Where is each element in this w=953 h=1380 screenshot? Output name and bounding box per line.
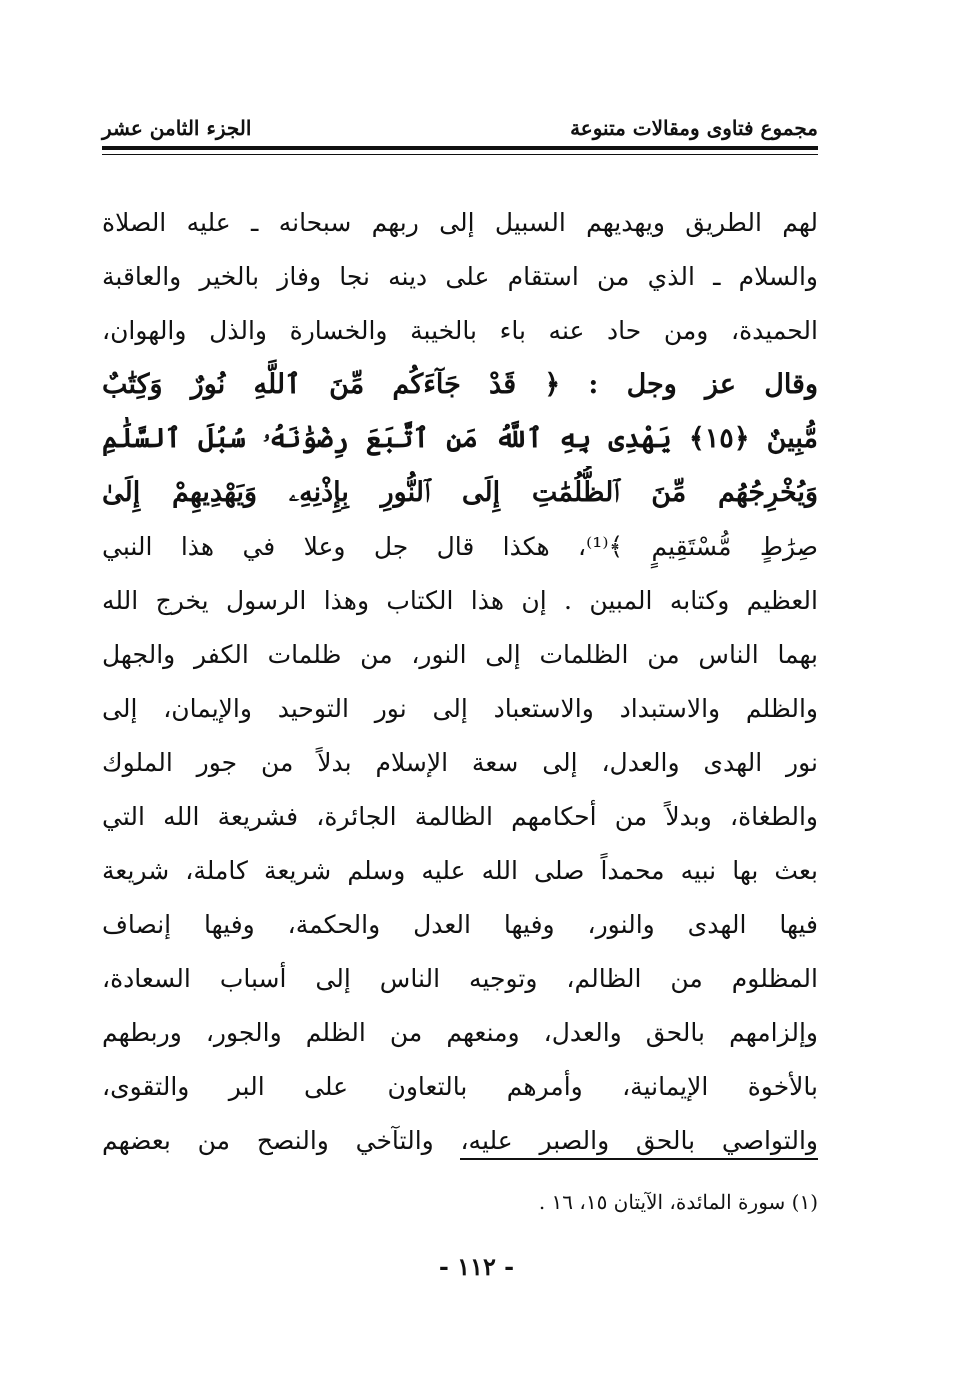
- text-line: بالأخوة الإيمانية، وأمرهم بالتعاون على البر والتقوى،: [102, 1072, 818, 1101]
- text-line: بعث بها نبيه محمداً صلى الله عليه وسلم شريعة كاملة، شريعة: [102, 856, 818, 885]
- text-line: العظيم وكتابه المبين . إن هذا الكتاب وهذا الرسول يخرج الله: [102, 586, 818, 615]
- text-line: فيها الهدى والنور، وفيها العدل والحكمة، وفيها إنصاف: [102, 910, 818, 939]
- text-line-verse: مُّبِينٌ ﴿١٥﴾ يَهْدِى بِهِ ٱللَّهُ مَنِ ٱتَّبَعَ رِضْوَٰنَهُۥ سُبُلَ ٱلسَّلَٰمِ: [102, 423, 818, 454]
- text-line: نور الهدى والعدل، إلى سعة الإسلام بدلاً من جور الملوك: [102, 748, 818, 777]
- text-line-verse: وقال عز وجل : ﴿ قَدْ جَآءَكُم مِّنَ ٱللَّهِ نُورٌ وَكِتَٰبٌ: [102, 369, 818, 400]
- text-line-verse: وَيُخْرِجُهُم مِّنَ ٱلظُّلُمَٰتِ إِلَى ٱلنُّورِ بِإِذْنِهِۦ وَيَهْدِيهِمْ إِلَىٰ: [102, 477, 818, 508]
- text-line: والسلام ـ الذي من استقام على دينه نجا وفاز بالخير والعاقبة: [102, 262, 818, 291]
- text-line: صِرَٰطٍ مُّسْتَقِيمٍ ﴾⁽¹⁾، هكذا قال جل وعلا في هذا النبي: [102, 532, 818, 561]
- footnote: (١) سورة المائدة، الآيتان ١٥، ١٦ .: [538, 1190, 818, 1214]
- header-rule-thick: [102, 146, 818, 150]
- footnote-separator: [460, 1158, 818, 1160]
- text-line: والتواصي بالحق والصبر عليه، والتآخي والنصح من بعضهم: [102, 1126, 818, 1155]
- text-line: والظلم والاستبداد والاستعباد إلى نور التوحيد والإيمان، إلى: [102, 694, 818, 723]
- main-text: [102, 196, 818, 1168]
- text-line: الحميدة، ومن حاد عنه باء بالخيبة والخسارة والذل والهوان،: [102, 316, 818, 345]
- text-line: والطغاة، وبدلاً من أحكامهم الظالمة الجائرة، فشريعة الله التي: [102, 802, 818, 831]
- volume-label: الجزء الثامن عشر: [102, 116, 252, 140]
- text-line: وإلزامهم بالحق والعدل، ومنعهم من الظلم والجور، وربطهم: [102, 1018, 818, 1047]
- text-line: لهم الطريق ويهديهم السبيل إلى ربهم سبحانه ـ عليه الصلاة: [102, 208, 818, 237]
- text-line: بهما الناس من الظلمات إلى النور، من ظلمات الكفر والجهل: [102, 640, 818, 669]
- book-title: مجموع فتاوى ومقالات متنوعة: [570, 116, 818, 140]
- header-rule-thin: [102, 154, 818, 155]
- page-number: - ١١٢ -: [438, 1252, 515, 1281]
- text-line: المظلوم من الظالم، وتوجيه الناس إلى أسباب السعادة،: [102, 964, 818, 993]
